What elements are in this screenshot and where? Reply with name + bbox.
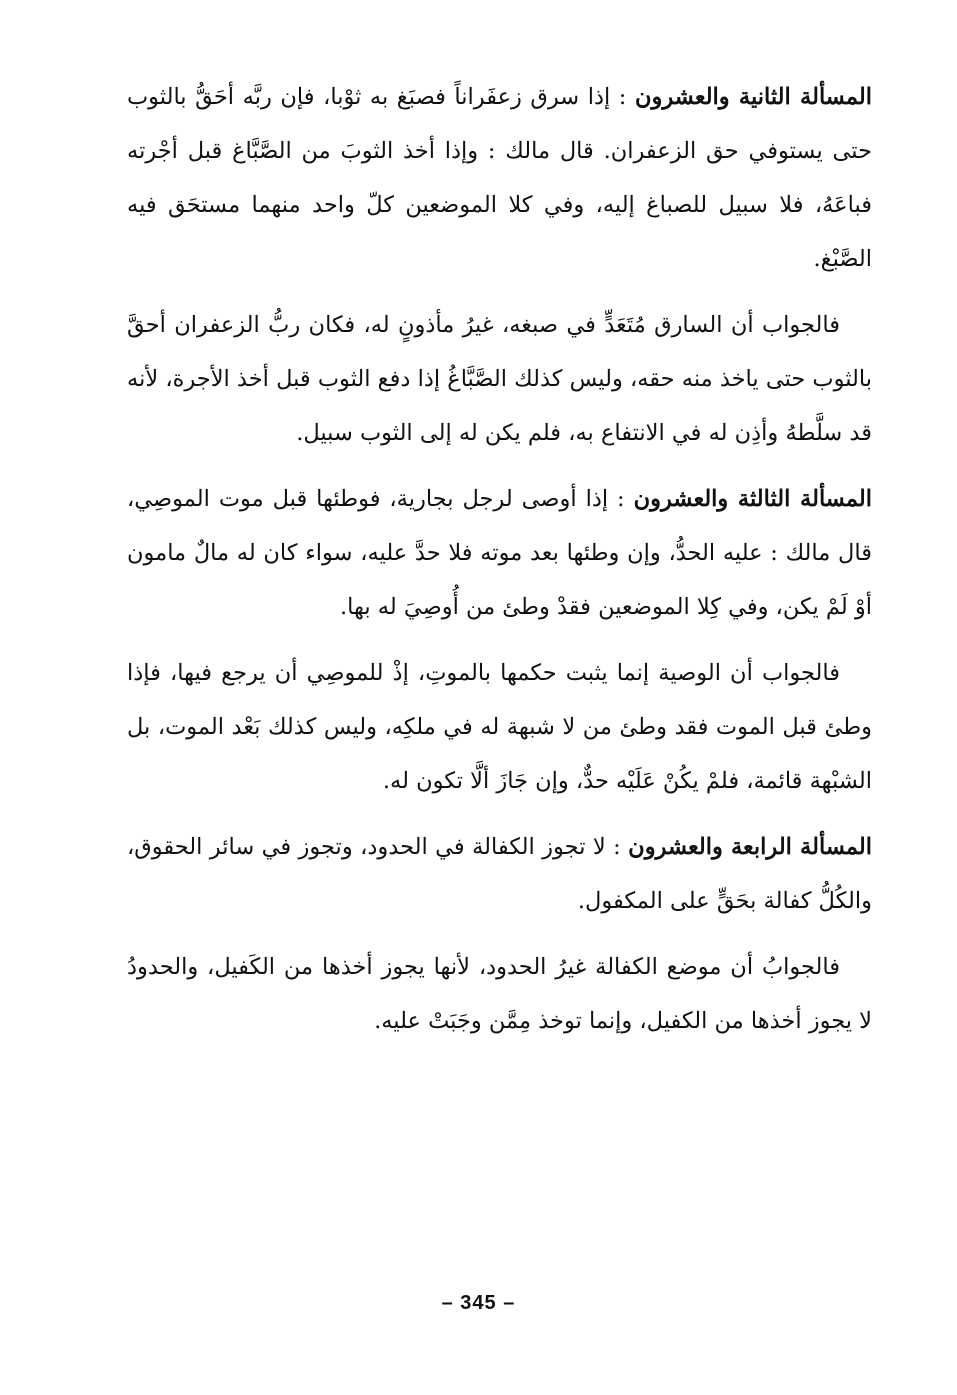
page-body [127,70,872,1060]
page-number: – 345 – [441,1292,516,1314]
question-24 [127,820,872,928]
question-23-text: : إذا أوصى لرجل بجارية، فوطئها قبل موت الموصِي، قال مالك : عليه الحدُّ، وإن وطئها بعد موته فلا حدَّ عليه، سواء كان له مالٌ مامون أوْ لَمْ يكن، وفي كِلا الموضعين فقدْ وطئ من أُوصِيَ له بها. [127,486,872,620]
question-23 [127,472,872,634]
question-22-heading: المسألة الثانية والعشرون [634,84,872,110]
question-24-text: : لا تجوز الكفالة في الحدود، وتجوز في سائر الحقوق، والكُلُّ كفالة بحَقٍّ على المكفول. [127,834,872,914]
answer-24: فالجوابُ أن موضع الكفالة غيرُ الحدود، لأنها يجوز أخذها من الكَفيل، والحدودُ لا يجوز أخذها من الكفيل، وإنما توخذ مِمَّن وجَبَتْ عليه. [127,954,872,1034]
question-22-text: : إذا سرق زعفَراناً فصبَغ به ثوْبا، فإن ربَّه أحَقُّ بالثوب حتى يستوفي حق الزعفران. قال مالك : وإذا أخذ الثوبَ من الصَّبَّاغ قبل أجْرته فباعَهُ، فلا سبيل للصباغ إليه، وفي كلا الموضعين كلّ واحد منهما مستحَق فيه الصَّبْغ. [127,84,872,272]
question-22 [127,70,872,286]
answer-22: فالجواب أن السارق مُتَعَدٍّ في صبغه، غيرُ مأذونٍ له، فكان ربُّ الزعفران أحقَّ بالثوب حتى ياخذ منه حقه، وليس كذلك الصَّبَّاغُ إذا دفع الثوب قبل أخذ الأجرة، لأنه قد سلَّطهُ وأذِن له في الانتفاع به، فلم يكن له إلى الثوب سبيل. [127,312,872,446]
question-23-heading: المسألة الثالثة والعشرون [633,486,872,512]
answer-23: فالجواب أن الوصية إنما يثبت حكمها بالموتِ، إذْ للموصِي أن يرجع فيها، فإذا وطئ قبل الموت فقد وطئ من لا شبهة له في ملكِه، وليس كذلك بَعْد الموت، بل الشبْهة قائمة، فلمْ يكُنْ عَلَيْه حدٌّ، وإن جَازَ ألَّا تكون له. [127,660,872,794]
question-24-heading: المسألة الرابعة والعشرون [628,834,873,860]
